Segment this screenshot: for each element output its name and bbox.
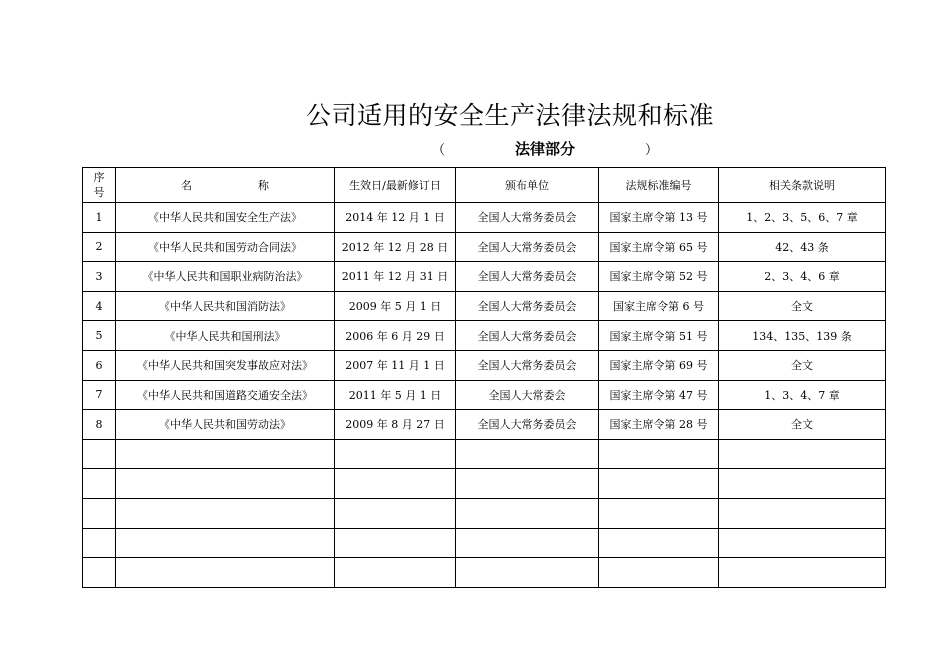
cell-clauses: 134、135、139 条 xyxy=(719,321,886,351)
empty-cell-issuer xyxy=(456,558,599,588)
cell-date: 2009 年 8 月 27 日 xyxy=(335,410,456,440)
cell-clauses: 全文 xyxy=(719,291,886,321)
empty-cell-name xyxy=(116,558,335,588)
cell-code: 国家主席令第 65 号 xyxy=(599,232,719,262)
empty-cell-issuer xyxy=(456,439,599,469)
table-row xyxy=(83,291,886,321)
empty-cell-date xyxy=(335,528,456,558)
empty-cell-issuer xyxy=(456,498,599,528)
table-row xyxy=(83,321,886,351)
cell-date: 2011 年 12 月 31 日 xyxy=(335,262,456,292)
cell-code: 国家主席令第 28 号 xyxy=(599,410,719,440)
empty-cell-code xyxy=(599,498,719,528)
subtitle-open-paren: （ xyxy=(431,143,445,158)
subtitle-close-paren: ） xyxy=(645,143,659,158)
subtitle-text: 法律部分 xyxy=(514,140,575,158)
empty-cell-clauses xyxy=(719,558,886,588)
empty-cell-code xyxy=(599,558,719,588)
empty-cell-clauses xyxy=(719,439,886,469)
empty-cell-issuer xyxy=(456,469,599,499)
cell-name: 《中华人民共和国消防法》 xyxy=(116,291,335,321)
cell-code: 国家主席令第 47 号 xyxy=(599,380,719,410)
laws-table xyxy=(82,167,886,588)
empty-table-row xyxy=(83,498,886,528)
cell-date: 2011 年 5 月 1 日 xyxy=(335,380,456,410)
document-title xyxy=(0,96,950,132)
empty-cell-issuer xyxy=(456,528,599,558)
cell-name: 《中华人民共和国刑法》 xyxy=(116,321,335,351)
empty-cell-name xyxy=(116,528,335,558)
cell-clauses: 1、2、3、5、6、7 章 xyxy=(719,203,886,233)
empty-cell-seq xyxy=(83,558,116,588)
empty-cell-date xyxy=(335,469,456,499)
empty-cell-code xyxy=(599,439,719,469)
cell-clauses: 全文 xyxy=(719,410,886,440)
table-row xyxy=(83,203,886,233)
cell-date: 2012 年 12 月 28 日 xyxy=(335,232,456,262)
empty-table-row xyxy=(83,558,886,588)
cell-issuer: 全国人大常务委员会 xyxy=(456,321,599,351)
cell-issuer: 全国人大常务委员会 xyxy=(456,350,599,380)
empty-cell-seq xyxy=(83,528,116,558)
empty-table-row xyxy=(83,439,886,469)
cell-date: 2009 年 5 月 1 日 xyxy=(335,291,456,321)
cell-name: 《中华人民共和国劳动合同法》 xyxy=(116,232,335,262)
cell-issuer: 全国人大常委会 xyxy=(456,380,599,410)
header-code: 法规标准编号 xyxy=(599,168,719,203)
cell-date: 2007 年 11 月 1 日 xyxy=(335,350,456,380)
empty-cell-clauses xyxy=(719,469,886,499)
cell-seq: 4 xyxy=(83,291,116,321)
document-title-text: 公司适用的安全生产法律法规和标准 xyxy=(305,101,714,130)
empty-table-row xyxy=(83,528,886,558)
empty-cell-seq xyxy=(83,469,116,499)
table-row xyxy=(83,380,886,410)
table-body xyxy=(83,203,886,588)
header-issuer: 颁布单位 xyxy=(456,168,599,203)
document-subtitle xyxy=(0,138,950,159)
empty-cell-name xyxy=(116,469,335,499)
table-row xyxy=(83,232,886,262)
cell-seq: 3 xyxy=(83,262,116,292)
table-row xyxy=(83,410,886,440)
empty-cell-code xyxy=(599,528,719,558)
empty-cell-name xyxy=(116,498,335,528)
cell-issuer: 全国人大常务委员会 xyxy=(456,262,599,292)
cell-date: 2006 年 6 月 29 日 xyxy=(335,321,456,351)
cell-seq: 1 xyxy=(83,203,116,233)
cell-issuer: 全国人大常务委员会 xyxy=(456,203,599,233)
cell-seq: 7 xyxy=(83,380,116,410)
empty-cell-name xyxy=(116,439,335,469)
cell-issuer: 全国人大常务委员会 xyxy=(456,291,599,321)
cell-code: 国家主席令第 6 号 xyxy=(599,291,719,321)
header-clauses: 相关条款说明 xyxy=(719,168,886,203)
header-date: 生效日/最新修订日 xyxy=(335,168,456,203)
cell-clauses: 42、43 条 xyxy=(719,232,886,262)
empty-cell-date xyxy=(335,498,456,528)
cell-name: 《中华人民共和国安全生产法》 xyxy=(116,203,335,233)
cell-code: 国家主席令第 51 号 xyxy=(599,321,719,351)
cell-issuer: 全国人大常务委员会 xyxy=(456,410,599,440)
empty-cell-code xyxy=(599,469,719,499)
cell-clauses: 2、3、4、6 章 xyxy=(719,262,886,292)
table-header-row xyxy=(83,168,886,203)
header-seq: 序 号 xyxy=(83,168,116,203)
cell-issuer: 全国人大常务委员会 xyxy=(456,232,599,262)
cell-seq: 5 xyxy=(83,321,116,351)
cell-code: 国家主席令第 13 号 xyxy=(599,203,719,233)
cell-code: 国家主席令第 69 号 xyxy=(599,350,719,380)
cell-date: 2014 年 12 月 1 日 xyxy=(335,203,456,233)
cell-seq: 2 xyxy=(83,232,116,262)
empty-cell-date xyxy=(335,558,456,588)
cell-clauses: 全文 xyxy=(719,350,886,380)
cell-clauses: 1、3、4、7 章 xyxy=(719,380,886,410)
empty-cell-date xyxy=(335,439,456,469)
header-name: 名 称 xyxy=(116,168,335,203)
empty-cell-clauses xyxy=(719,528,886,558)
cell-code: 国家主席令第 52 号 xyxy=(599,262,719,292)
cell-name: 《中华人民共和国道路交通安全法》 xyxy=(116,380,335,410)
table-row xyxy=(83,350,886,380)
table-row xyxy=(83,262,886,292)
cell-name: 《中华人民共和国突发事故应对法》 xyxy=(116,350,335,380)
empty-cell-seq xyxy=(83,498,116,528)
cell-seq: 8 xyxy=(83,410,116,440)
cell-name: 《中华人民共和国劳动法》 xyxy=(116,410,335,440)
empty-table-row xyxy=(83,469,886,499)
empty-cell-clauses xyxy=(719,498,886,528)
empty-cell-seq xyxy=(83,439,116,469)
cell-name: 《中华人民共和国职业病防治法》 xyxy=(116,262,335,292)
cell-seq: 6 xyxy=(83,350,116,380)
